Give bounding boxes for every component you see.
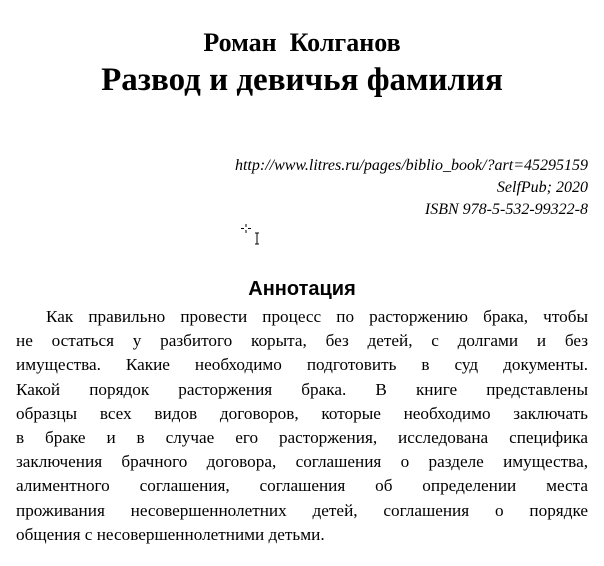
annotation-line: в браке и в случае его расторжения, исследована специфика (16, 427, 588, 447)
annotation-heading: Аннотация (248, 278, 356, 300)
source-url: http://www.litres.ru/pages/biblio_book/?art=45295159 (234, 157, 588, 174)
publication-meta (235, 155, 588, 221)
annotation-line: Как правильно провести процесс по расторжению брака, чтобы (46, 307, 588, 326)
annotation-line: заключения брачного договора, соглашения о разделе имущества, (16, 452, 588, 472)
annotation-line: имущества. Какие необходимо подготовить в суд документы. (16, 355, 588, 375)
annotation-line: общения с несовершеннолетними детьми. (16, 524, 325, 544)
book-author: Роман Колганов (203, 28, 401, 57)
publisher-line: SelfPub; 2020 (496, 179, 588, 196)
text-cursor-icon (240, 223, 264, 247)
annotation-line: образцы всех видов договоров, которые необходимо заключать (16, 403, 588, 423)
annotation-text (16, 305, 588, 547)
annotation-line: алиментного соглашения, соглашения об определении места (16, 476, 588, 496)
isbn-line: ISBN 978-5-532-99322-8 (424, 201, 588, 218)
annotation-line: Какой порядок расторжения брака. В книге представлены (16, 379, 588, 399)
book-title: Развод и девичья фамилия (101, 62, 503, 98)
annotation-line: проживания несовершеннолетних детей, соглашения о порядке (16, 500, 588, 520)
annotation-line: не остаться у разбитого корыта, без детей, с долгами и без (16, 331, 588, 351)
